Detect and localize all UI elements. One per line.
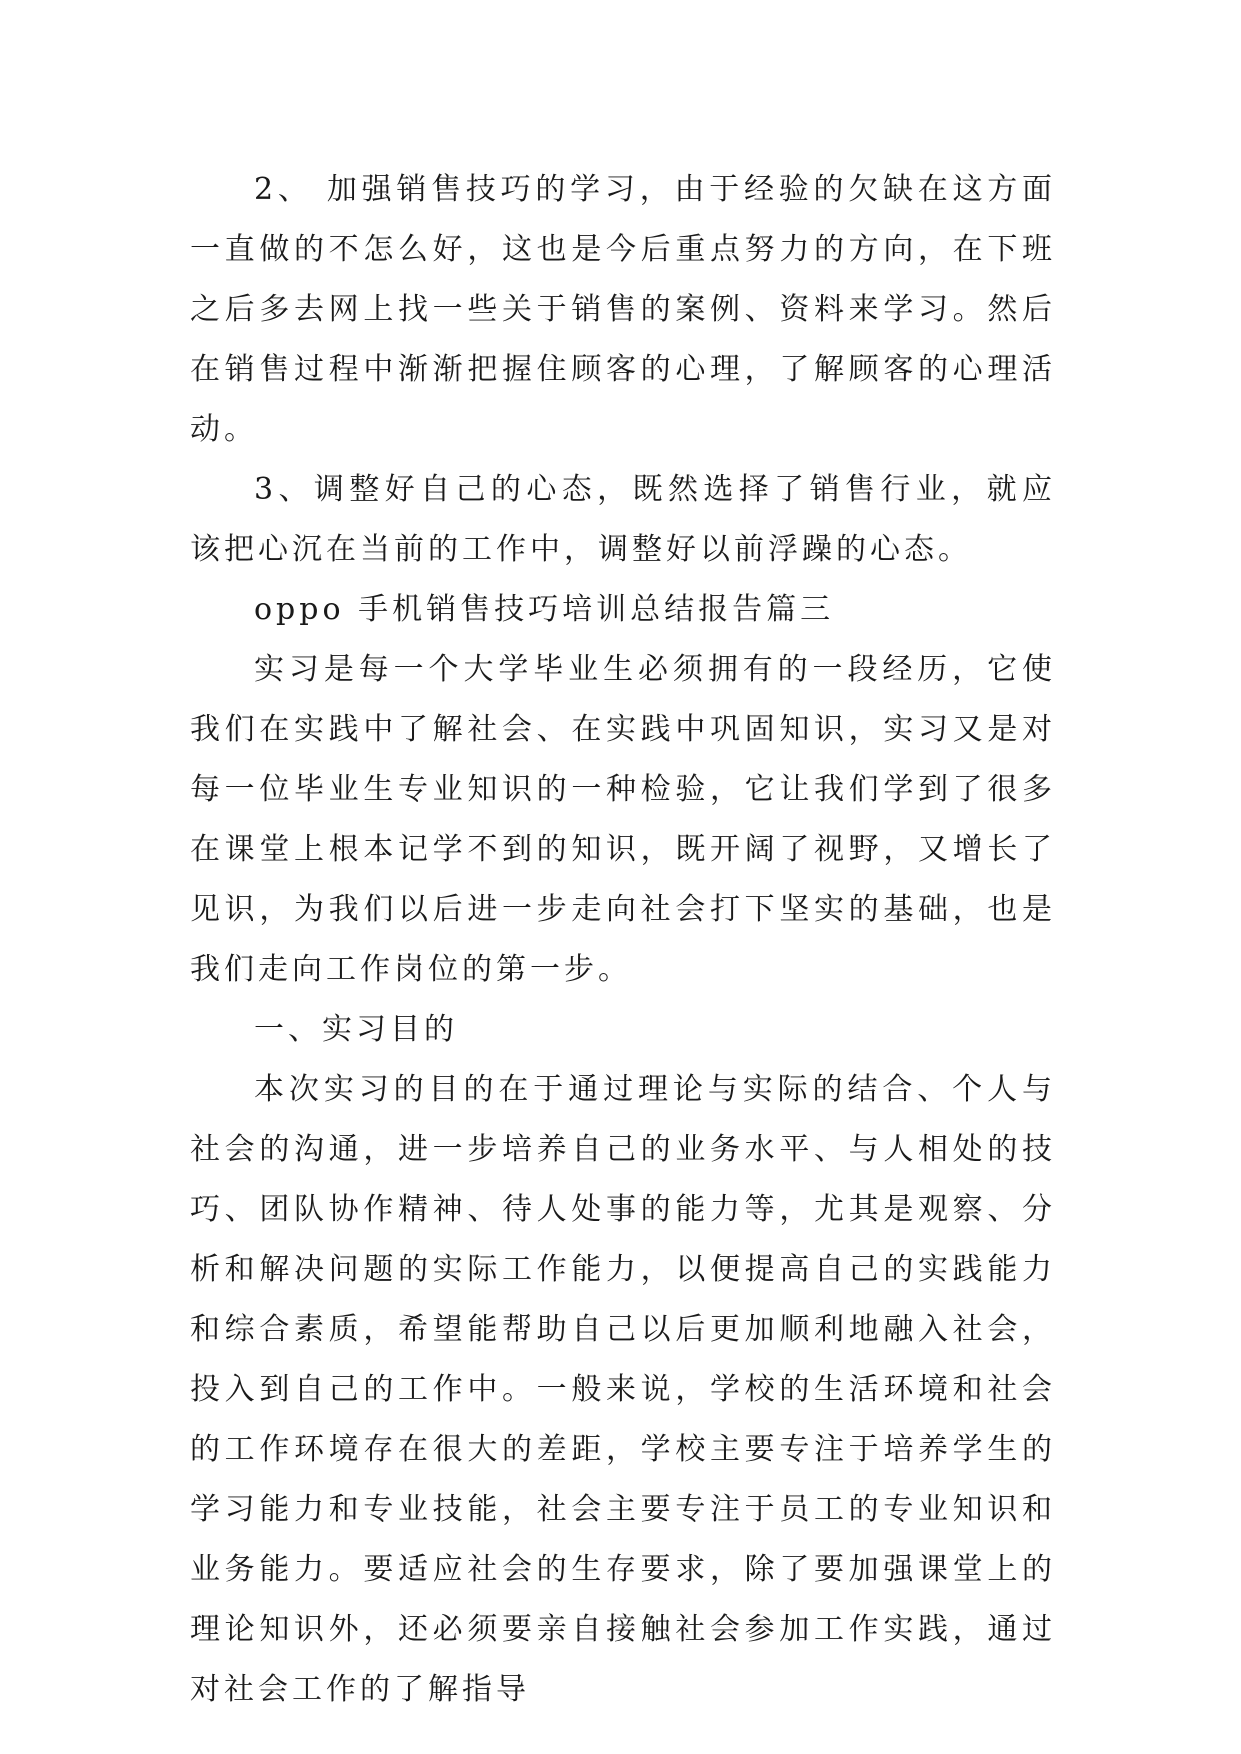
paragraph-sales-skills: 2、 加强销售技巧的学习，由于经验的欠缺在这方面一直做的不怎么好，这也是今后重点努力的方向，在下班之后多去网上找一些关于销售的案例、资料来学习。然后在销售过程中渐渐把握住顾客的心理，了解顾客的心理活动。	[190, 172, 1056, 447]
section-title: oppo 手机销售技巧培训总结报告篇三	[254, 592, 835, 627]
heading-internship-purpose: 一、实习目的	[254, 1012, 458, 1047]
paragraph-internship-purpose: 本次实习的目的在于通过理论与实际的结合、个人与社会的沟通，进一步培养自己的业务水平、与人相处的技巧、团队协作精神、待人处事的能力等，尤其是观察、分析和解决问题的实际工作能力，以便提高自己的实践能力和综合素质，希望能帮助自己以后更加顺利地融入社会，投入到自己的工作中。一般来说，学校的生活环境和社会的工作环境存在很大的差距，学校主要专注于培养学生的学习能力和专业技能，社会主要专注于员工的专业知识和业务能力。要适应社会的生存要求，除了要加强课堂上的理论知识外，还必须要亲自接触社会参加工作实践，通过对社会工作的了解指导	[190, 1072, 1056, 1707]
paragraph-internship-intro: 实习是每一个大学毕业生必须拥有的一段经历，它使我们在实践中了解社会、在实践中巩固知识，实习又是对每一位毕业生专业知识的一种检验，它让我们学到了很多在课堂上根本记学不到的知识，既开阔了视野，又增长了见识，为我们以后进一步走向社会打下坚实的基础，也是我们走向工作岗位的第一步。	[190, 652, 1056, 987]
document-body	[190, 160, 1056, 1720]
paragraph-mindset: 3、调整好自己的心态，既然选择了销售行业，就应该把心沉在当前的工作中，调整好以前浮躁的心态。	[190, 472, 1056, 567]
